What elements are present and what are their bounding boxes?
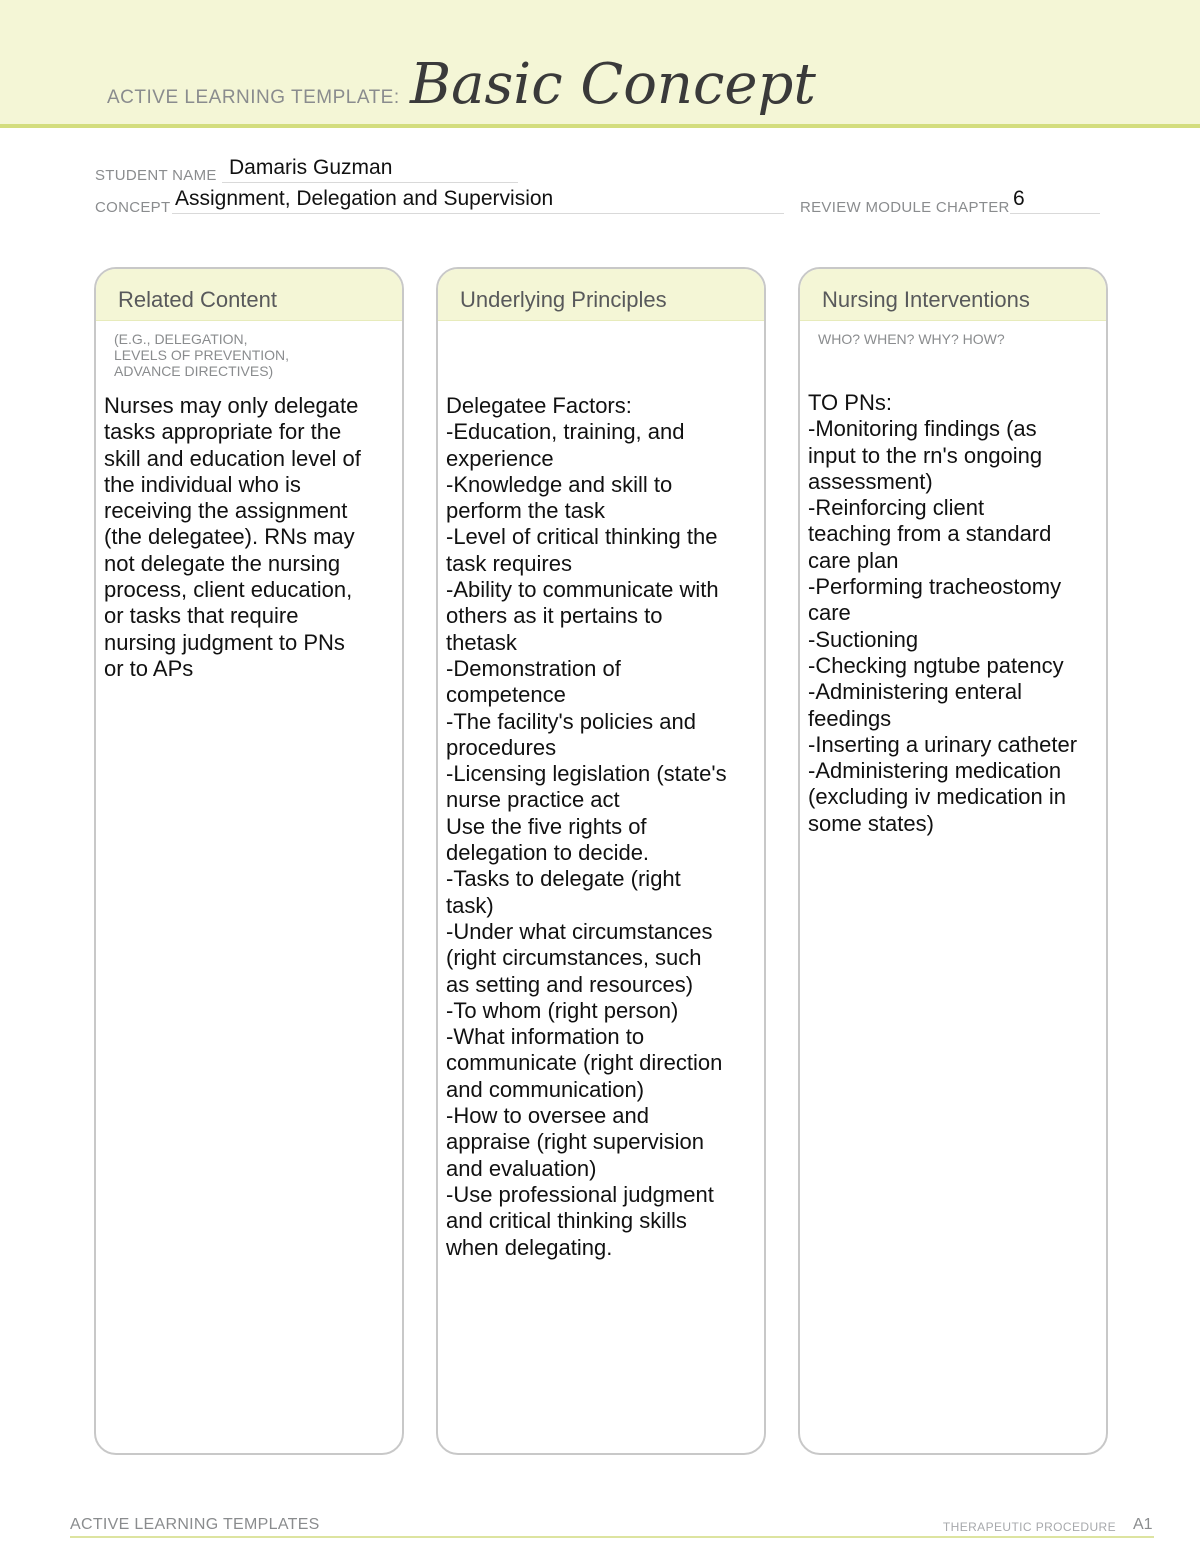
footer-page-number: A1	[1133, 1516, 1153, 1533]
body-line: -Demonstration of	[446, 655, 621, 681]
body-line: -Administering medication	[808, 758, 1062, 784]
body-line: experience	[446, 445, 554, 471]
body-line: -Monitoring findings (as	[808, 416, 1037, 442]
underlying-principles-column	[436, 267, 766, 1455]
body-line: tasks appropriate for the	[104, 419, 342, 445]
body-line: competence	[446, 682, 566, 708]
body-line: -How to oversee and	[446, 1103, 649, 1129]
body-line: or to APs	[104, 655, 194, 681]
body-line: -Administering enteral	[808, 679, 1022, 705]
body-line: -To whom (right person)	[446, 997, 679, 1023]
body-line: -Licensing legislation (state's	[446, 761, 727, 787]
student-name-label: STUDENT NAME	[95, 167, 217, 184]
nursing-interventions-subtitle	[818, 331, 1005, 347]
body-line: not delegate the nursing	[104, 550, 341, 576]
student-name-field[interactable]: Damaris Guzman	[229, 156, 393, 179]
body-line: -Suctioning	[808, 626, 919, 652]
body-line: communicate (right direction	[446, 1050, 723, 1076]
student-name-underline	[222, 182, 518, 183]
body-line: the individual who is	[104, 471, 301, 497]
subtitle-line: LEVELS OF PREVENTION,	[114, 347, 290, 363]
body-line: (the delegatee). RNs may	[104, 524, 355, 550]
body-line: procedures	[446, 734, 557, 760]
body-line: (excluding iv medication in	[808, 784, 1067, 810]
body-line: -Level of critical thinking the	[446, 524, 718, 550]
footer-section-label: THERAPEUTIC PROCEDURE	[942, 1520, 1116, 1534]
body-line: -Reinforcing client	[808, 495, 985, 521]
body-line: skill and education level of	[104, 445, 361, 471]
body-line: teaching from a standard	[808, 521, 1052, 547]
related-content-column	[94, 267, 404, 1455]
body-line: -Checking ngtube patency	[808, 652, 1064, 678]
body-line: some states)	[808, 810, 934, 836]
body-line: -What information to	[446, 1024, 645, 1050]
body-line: care plan	[808, 547, 899, 573]
body-line: assessment)	[808, 468, 933, 494]
nursing-interventions-title: Nursing Interventions	[800, 269, 1106, 321]
body-line: Delegatee Factors:	[446, 393, 632, 418]
subtitle-line: ADVANCE DIRECTIVES)	[114, 363, 274, 379]
body-line: nurse practice act	[446, 787, 620, 813]
concept-underline	[172, 213, 784, 214]
body-line: -Tasks to delegate (right	[446, 866, 681, 892]
template-label: ACTIVE LEARNING TEMPLATE:	[107, 87, 400, 108]
body-line: thetask	[446, 629, 517, 655]
review-module-field[interactable]: 6	[1013, 187, 1025, 210]
body-line: (right circumstances, such	[446, 945, 702, 971]
body-line: process, client education,	[104, 577, 353, 603]
body-line: Use the five rights of	[446, 813, 647, 839]
body-line: -The facility's policies and	[446, 708, 696, 734]
body-line: -Education, training, and	[446, 419, 685, 445]
review-module-underline	[1010, 213, 1100, 214]
body-line: care	[808, 600, 851, 626]
body-line: appraise (right supervision	[446, 1129, 705, 1155]
nursing-interventions-body[interactable]	[808, 390, 1077, 837]
body-line: receiving the assignment	[104, 498, 348, 524]
body-line: -Knowledge and skill to	[446, 471, 673, 497]
body-line: -Ability to communicate with	[446, 577, 719, 603]
review-module-label: REVIEW MODULE CHAPTER	[800, 199, 1010, 216]
body-line: TO PNs:	[808, 390, 892, 415]
related-content-subtitle	[114, 331, 289, 379]
body-line: task requires	[446, 550, 572, 576]
body-line: delegation to decide.	[446, 840, 650, 866]
body-line: when delegating.	[446, 1234, 613, 1260]
body-line: and critical thinking skills	[446, 1208, 687, 1234]
body-line: input to the rn's ongoing	[808, 442, 1043, 468]
body-line: -Performing tracheostomy	[808, 574, 1062, 600]
footer-divider	[70, 1536, 1154, 1538]
body-line: perform the task	[446, 498, 605, 524]
body-line: feedings	[808, 705, 892, 731]
underlying-principles-title: Underlying Principles	[438, 269, 764, 321]
related-content-body[interactable]	[104, 393, 361, 682]
body-line: as setting and resources)	[446, 971, 694, 997]
body-line: Nurses may only delegate	[104, 393, 359, 418]
subtitle-line: (E.G., DELEGATION,	[114, 331, 248, 347]
related-content-title: Related Content	[96, 269, 402, 321]
body-line: and communication)	[446, 1076, 645, 1102]
body-line: -Inserting a urinary catheter	[808, 731, 1078, 757]
body-line: -Use professional judgment	[446, 1181, 714, 1207]
body-line: others as it pertains to	[446, 603, 663, 629]
subtitle-line: WHO? WHEN? WHY? HOW?	[818, 331, 1005, 347]
body-line: or tasks that require	[104, 603, 299, 629]
body-line: nursing judgment to PNs	[104, 629, 345, 655]
body-line: task)	[446, 892, 494, 918]
footer-templates-label: ACTIVE LEARNING TEMPLATES	[70, 1516, 320, 1533]
body-line: and evaluation)	[446, 1155, 597, 1181]
body-line: -Under what circumstances	[446, 918, 713, 944]
concept-field[interactable]: Assignment, Delegation and Supervision	[175, 187, 554, 210]
nursing-interventions-column	[798, 267, 1108, 1455]
underlying-principles-body[interactable]	[446, 393, 727, 1261]
template-title: Basic Concept	[410, 52, 816, 117]
concept-label: CONCEPT	[95, 199, 171, 216]
